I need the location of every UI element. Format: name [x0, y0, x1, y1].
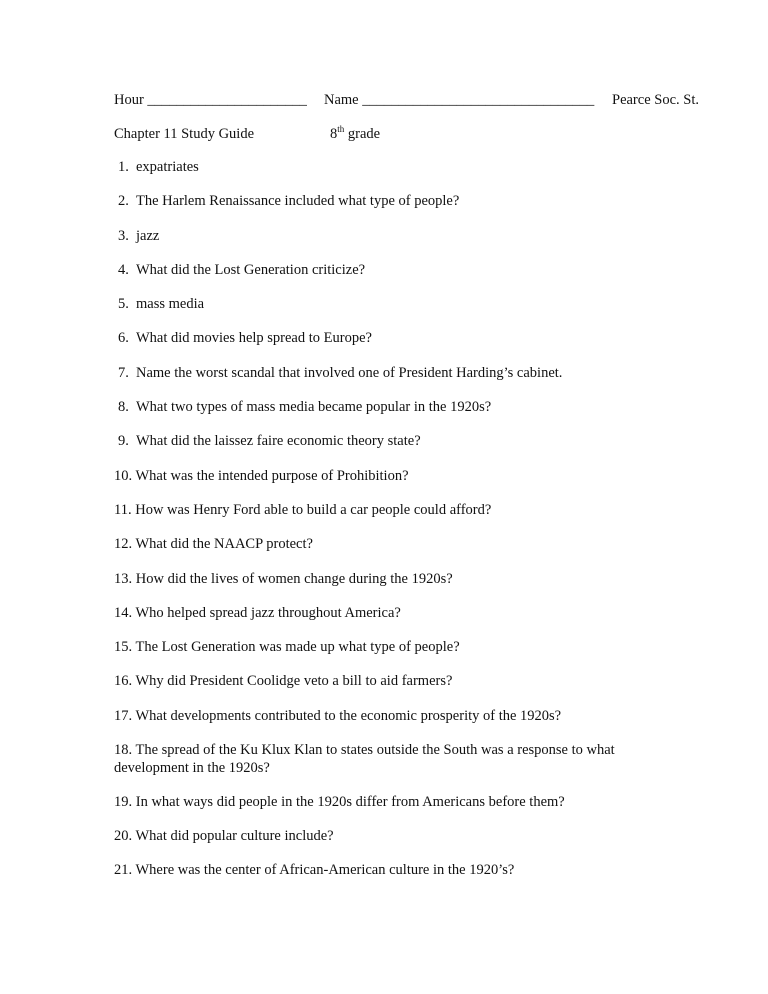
question-number: 8.: [118, 399, 129, 416]
question-item: [114, 262, 694, 280]
question-number: 18.: [114, 742, 133, 759]
question-number: 16.: [114, 673, 133, 690]
question-text: jazz: [136, 227, 160, 244]
question-item: [114, 862, 694, 880]
question-text: What did the laissez faire economic theory state?: [136, 433, 421, 450]
question-number: 4.: [118, 261, 129, 278]
question-item: [114, 193, 694, 211]
question-number: 5.: [118, 296, 129, 313]
question-item: [114, 399, 694, 417]
question-item: [114, 502, 694, 520]
question-number: 1.: [118, 159, 129, 175]
question-text: Who helped spread jazz throughout America?: [135, 604, 401, 621]
question-text: mass media: [136, 296, 205, 313]
question-item: [114, 228, 694, 246]
question-item: [114, 794, 694, 812]
question-item: [114, 708, 694, 726]
question-list: [114, 159, 694, 897]
question-item: [114, 468, 694, 486]
question-number: 2.: [118, 193, 129, 210]
grade-label: [330, 125, 380, 143]
question-text: What was the intended purpose of Prohibition?: [135, 467, 409, 484]
question-text: What two types of mass media became popular in the 1920s?: [136, 399, 492, 416]
question-text: How did the lives of women change during the 1920s?: [135, 570, 453, 587]
question-number: 3.: [118, 227, 129, 244]
question-item: [114, 571, 694, 589]
question-number: 14.: [114, 604, 133, 621]
question-item: [114, 433, 694, 451]
question-text: What developments contributed to the economic prosperity of the 1920s?: [135, 707, 562, 724]
question-number: 9.: [118, 433, 129, 450]
question-item: [114, 639, 694, 657]
name-field: Name ________________________________: [324, 92, 595, 108]
question-number: 12.: [114, 536, 133, 553]
question-item: [114, 828, 694, 846]
question-number: 7.: [118, 364, 129, 381]
question-number: 11.: [114, 501, 132, 518]
question-text: The spread of the Ku Klux Klan to states outside the South was a response to what development in the 1920s?: [114, 742, 615, 776]
question-number: 13.: [114, 570, 133, 587]
question-text: The Lost Generation was made up what type of people?: [135, 639, 460, 656]
question-number: 10.: [114, 467, 133, 484]
question-text: The Harlem Renaissance included what type of people?: [136, 193, 460, 210]
question-text: Why did President Coolidge veto a bill to aid farmers?: [135, 673, 453, 690]
grade-number: 8: [330, 126, 338, 142]
question-item: [114, 605, 694, 623]
question-text: What did movies help spread to Europe?: [136, 330, 372, 347]
question-number: 19.: [114, 793, 133, 810]
question-item: [114, 330, 694, 348]
hour-field: Hour ______________________: [114, 92, 307, 108]
question-number: 17.: [114, 707, 133, 724]
question-text: Name the worst scandal that involved one of President Harding’s cabinet.: [136, 364, 563, 381]
course-title: Pearce Soc. St.: [612, 92, 699, 108]
question-item: [114, 742, 694, 777]
question-number: 15.: [114, 639, 133, 656]
question-item: [114, 365, 694, 383]
question-number: 21.: [114, 862, 133, 879]
question-text: What did the Lost Generation criticize?: [136, 261, 366, 278]
question-number: 20.: [114, 828, 133, 845]
question-number: 6.: [118, 330, 129, 347]
question-item: [114, 159, 694, 177]
grade-word: grade: [344, 126, 381, 142]
question-item: [114, 536, 694, 554]
question-text: expatriates: [136, 159, 199, 175]
question-item: [114, 296, 694, 314]
grade-suffix: th: [337, 124, 345, 134]
chapter-title: Chapter 11 Study Guide: [114, 126, 255, 142]
question-text: What did the NAACP protect?: [135, 536, 313, 553]
question-text: How was Henry Ford able to build a car people could afford?: [135, 501, 492, 518]
question-text: What did popular culture include?: [135, 828, 334, 845]
question-text: In what ways did people in the 1920s differ from Americans before them?: [135, 793, 565, 810]
question-text: Where was the center of African-American culture in the 1920’s?: [135, 862, 515, 879]
question-item: [114, 673, 694, 691]
